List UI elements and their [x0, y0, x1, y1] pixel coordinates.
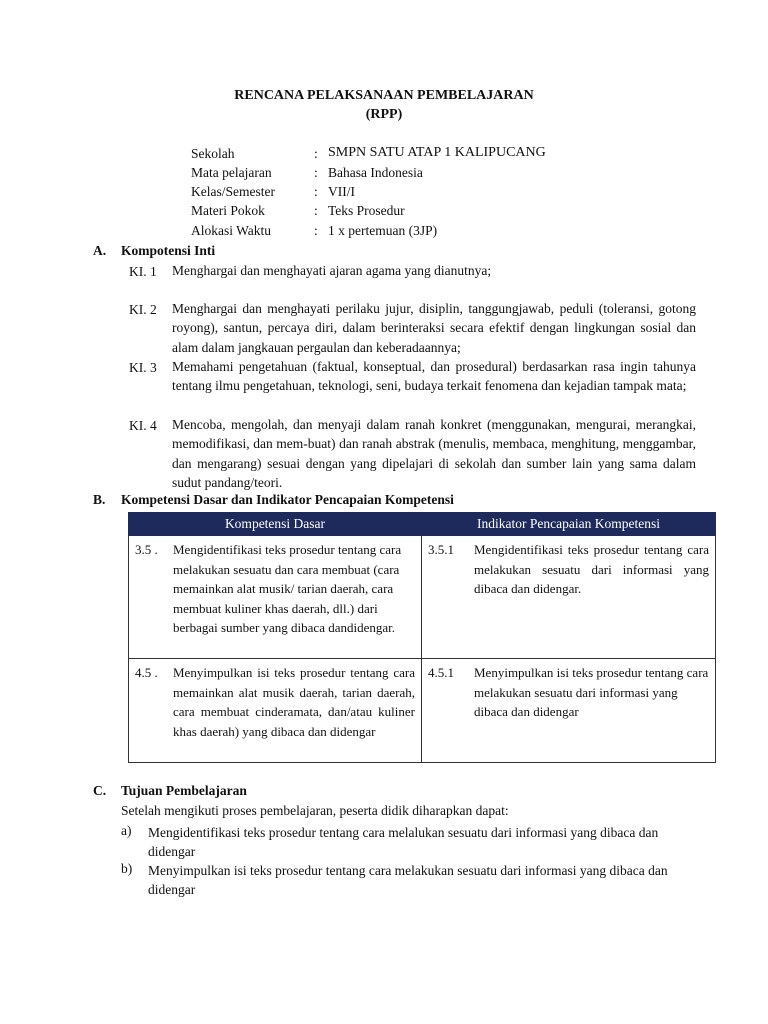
section-b-title: Kompetensi Dasar dan Indikator Pencapaian Kompetensi	[121, 492, 454, 507]
ipk-number: 4.5.1	[428, 665, 454, 680]
ki-text: Mencoba, mengolah, dan menyaji dalam ranah konkret (menggunakan, mengurai, merangkai, memodifikasi, dan mem-buat) dan ranah abstrak (menulis, membaca, menghitung, menggambar, dan mengarang) sesuai dengan yang dipelajari di sekolah dan sumber lain yang sama dalam sudut pandang/teori.	[172, 417, 696, 490]
objective-intro: Setelah mengikuti proses pembelajaran, peserta didik diharapkan dapat:	[121, 803, 509, 818]
identity-value-school: SMPN SATU ATAP 1 KALIPUCANG	[328, 145, 546, 160]
ki-code: KI. 1	[129, 264, 157, 279]
table-header-row	[129, 513, 716, 536]
ipk-text: Menyimpulkan isi teks prosedur tentang cara melakukan sesuatu dari informasi yang dibaca dan didengar	[474, 665, 709, 719]
table-cell-kd	[129, 536, 422, 659]
table-header-ipk: Indikator Pencapaian Kompetensi	[422, 513, 716, 536]
ki-code: KI. 3	[129, 360, 157, 375]
identity-colon: :	[314, 203, 318, 218]
identity-value-subject: Bahasa Indonesia	[328, 165, 423, 180]
kd-number: 4.5 .	[135, 665, 158, 680]
ipk-text: Mengidentifikasi teks prosedur tentang cara melakukan sesuatu dari informasi yang dibaca dan didengar.	[474, 542, 709, 596]
table-cell-ipk	[422, 659, 716, 763]
ki-code: KI. 2	[129, 302, 157, 317]
identity-value-topic: Teks Prosedur	[328, 203, 405, 218]
table-cell-ipk	[422, 536, 716, 659]
identity-label-subject: Mata pelajaran	[191, 165, 272, 180]
identity-colon: :	[314, 184, 318, 199]
section-a-letter: A.	[93, 243, 107, 258]
identity-colon: :	[314, 223, 318, 238]
document-subtitle: (RPP)	[365, 107, 403, 122]
identity-label-class: Kelas/Semester	[191, 184, 275, 199]
ki-code: KI. 4	[129, 418, 157, 433]
section-b-letter: B.	[93, 492, 106, 507]
table-row	[129, 536, 716, 659]
identity-value-time: 1 x pertemuan (3JP)	[328, 223, 438, 238]
ipk-number: 3.5.1	[428, 542, 454, 557]
ki-text: Menghargai dan menghayati perilaku jujur, disiplin, tanggungjawab, peduli (toleransi, gotong royong), santun, percaya diri, dalam berinteraksi secara efektif dengan lingkungan sosial dan alam dalam jangkauan pergaulan dan keberadaannya;	[172, 301, 696, 355]
ki-text: Memahami pengetahuan (faktual, konseptual, dan prosedural) berdasarkan rasa ingin tahunya tentang ilmu pengetahuan, teknologi, seni, budaya terkait fenomena dan kejadian tampak mata;	[172, 359, 696, 394]
identity-colon: :	[314, 146, 318, 161]
objective-letter: b)	[121, 861, 133, 876]
table-header-kd: Kompetensi Dasar	[129, 513, 422, 536]
identity-value-class: VII/I	[328, 184, 355, 199]
kd-text: Mengidentifikasi teks prosedur tentang cara melakukan sesuatu dan cara membuat (cara memainkan alat musik/ tarian daerah, cara membuat kuliner khas daerah, dll.) dari berbagai sumber yang dibaca dandidengar.	[173, 542, 402, 635]
kd-number: 3.5 .	[135, 542, 158, 557]
identity-label-time: Alokasi Waktu	[191, 223, 272, 238]
competency-table	[128, 512, 716, 763]
section-a-title: Kompotensi Inti	[121, 243, 216, 258]
identity-colon: :	[314, 165, 318, 180]
section-c-letter: C.	[93, 783, 107, 798]
objective-letter: a)	[121, 823, 132, 838]
table-cell-kd	[129, 659, 422, 763]
objective-text: Menyimpulkan isi teks prosedur tentang cara melakukan sesuatu dari informasi yang dibaca dan didengar	[148, 863, 668, 897]
kd-text: Menyimpulkan isi teks prosedur tentang cara memainkan alat musik daerah, tarian daerah, cara membuat cinderamata, dan/atau kuliner khas daerah) yang dibaca dan didengar	[173, 665, 415, 739]
section-c-title: Tujuan Pembelajaran	[121, 783, 247, 798]
ki-text: Menghargai dan menghayati ajaran agama yang dianutnya;	[172, 263, 492, 278]
table-row	[129, 659, 716, 763]
identity-label-school: Sekolah	[191, 146, 235, 161]
document-title: RENCANA PELAKSANAAN PEMBELAJARAN	[234, 88, 534, 103]
objective-text: Mengidentifikasi teks prosedur tentang cara melalukan sesuatu dari informasi yang dibaca dan didengar	[148, 825, 659, 859]
identity-label-topic: Materi Pokok	[191, 203, 265, 218]
